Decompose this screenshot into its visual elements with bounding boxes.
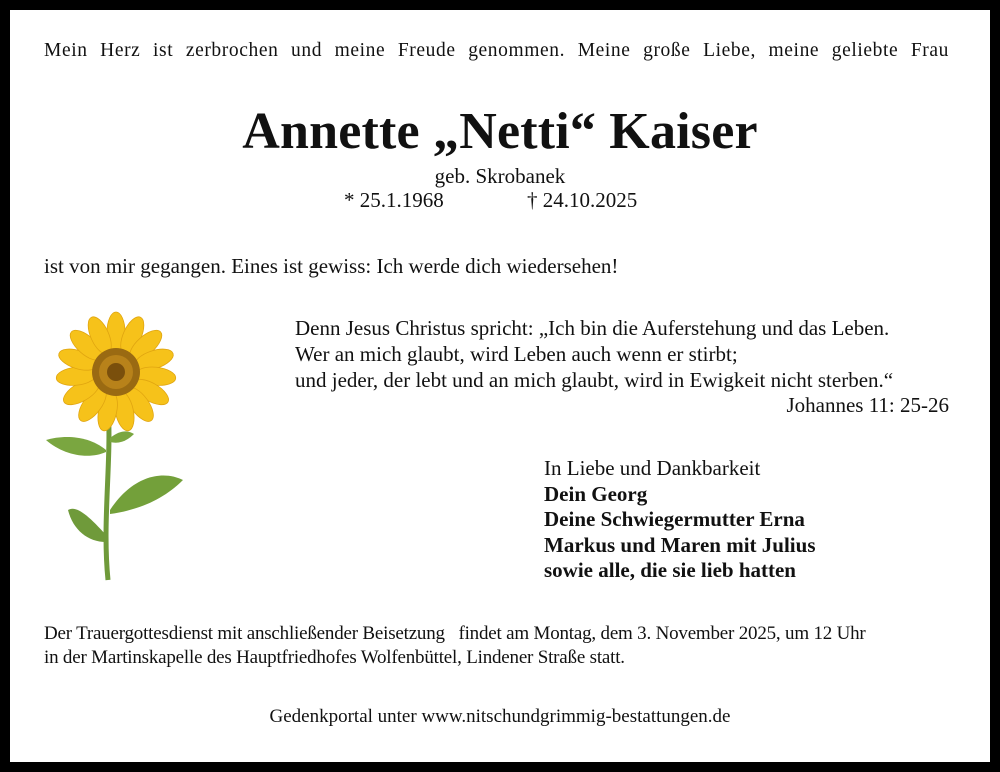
signers-block bbox=[544, 456, 816, 584]
service-info bbox=[44, 622, 866, 670]
memorial-portal: Gedenkportal unter www.nitschundgrimmig-bestattungen.de bbox=[269, 706, 731, 727]
sunflower-icon bbox=[38, 310, 188, 585]
service-line: in der Martinskapelle des Hauptfriedhofes Wolfenbüttel, Lindener Straße statt. bbox=[44, 647, 625, 668]
deceased-name: Annette „Netti“ Kaiser bbox=[242, 103, 758, 160]
signer-name: Dein Georg bbox=[544, 481, 648, 506]
death-date: † 24.10.2025 bbox=[527, 188, 638, 212]
verse-line: und jeder, der lebt und an mich glaubt, wird in Ewigkeit nicht sterben.“ bbox=[295, 368, 894, 392]
signer-name: sowie alle, die sie lieb hatten bbox=[544, 558, 796, 582]
intro-text: Mein Herz ist zerbrochen und meine Freude genommen. Meine große Liebe, meine geliebte Frau bbox=[44, 40, 949, 61]
verse-line: Wer an mich glaubt, wird Leben auch wenn er stirbt; bbox=[295, 342, 738, 366]
signer-name: Deine Schwiegermutter Erna bbox=[544, 507, 805, 531]
obituary-card bbox=[10, 10, 990, 762]
signer-name: Markus und Maren mit Julius bbox=[544, 532, 816, 557]
birth-date: * 25.1.1968 bbox=[344, 188, 444, 212]
verse-reference: Johannes 11: 25-26 bbox=[786, 393, 949, 417]
bible-verse bbox=[295, 315, 893, 393]
service-line: Der Trauergottesdienst mit anschließender Beisetzung findet am Montag, dem 3. November 2025, um 12 Uhr bbox=[44, 623, 866, 644]
signers-intro: In Liebe und Dankbarkeit bbox=[544, 456, 761, 480]
born-name: geb. Skrobanek bbox=[434, 164, 566, 188]
passing-text: ist von mir gegangen. Eines ist gewiss: Ich werde dich wiedersehen! bbox=[44, 254, 619, 278]
verse-line: Denn Jesus Christus spricht: „Ich bin die Auferstehung und das Leben. bbox=[295, 316, 890, 340]
